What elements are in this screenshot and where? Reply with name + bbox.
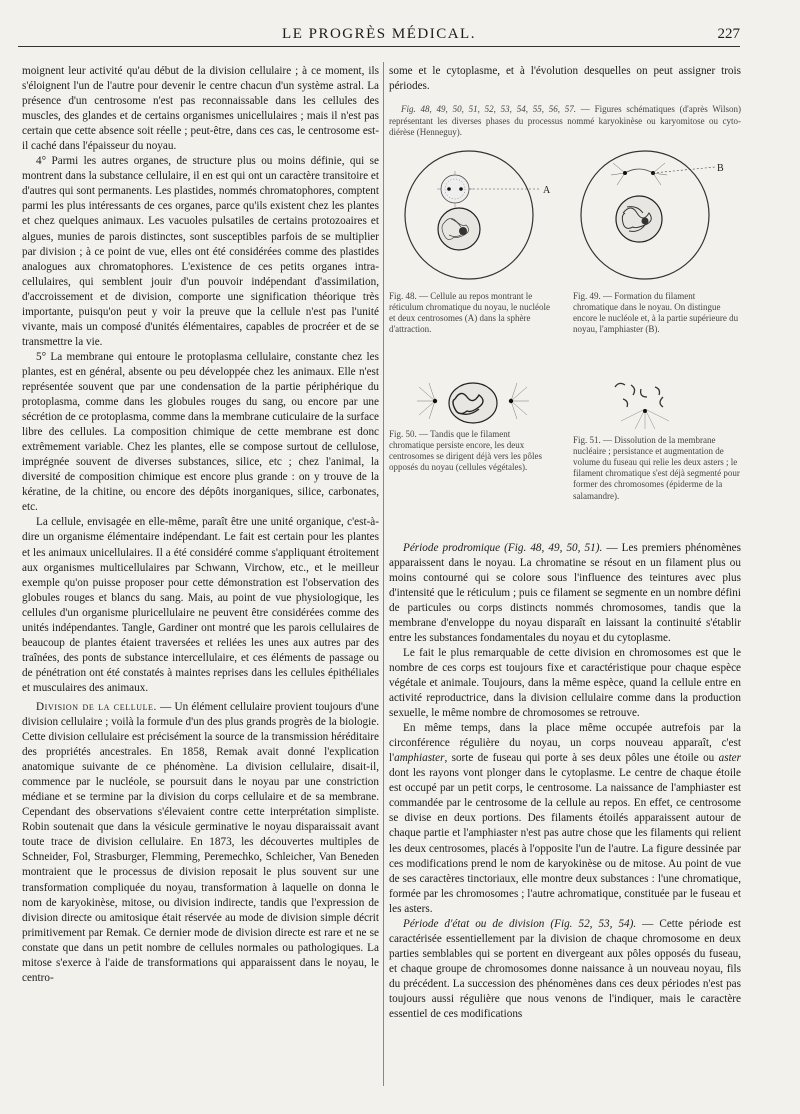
term-aster: aster — [718, 752, 741, 765]
paragraph-text: — Un élément cellulaire provient toujours d'une division cellulaire ; voilà la formule d'un des plus grands progrès de la biologie. Cette division cellulaire est précisément la source de la transmission héréditaire des propriétés ancestrales. En 1858, Remak avait donné l'explication anatomique suivante de ce phénomène. La division cellulaire, disait-il, commence par le nucléole, se poursuit dans le noyau par une constriction médiane et se termine par la division du corps cellulaire et de sa membrane. Cependant des observations s'élevaient contre cette interprétation simpliste. Robin soutenait que dans la vésicule germinative le noyau disparaissait avant toute trace de division cellulaire. En 1873, les découvertes multiples de Schneider, Fol, Strasburger, Flemming, Peremechko, Schleicher, Van Beneden montraient que le processus de division reposait le plus souvent sur une transformation compliquée du noyau, transformation à laquelle on donna le nom de karyokinèse, mitose, ou division indirecte, tandis que l'expression de division directe ou amitosique était réservée au mode de division simple décrit primitivement par Remak. Ce dernier mode de division directe est rare et ne se constate que dans un petit nombre de cellules normales ou pathologiques. La mitose s'exerce à l'aide de transformations qui apparaissent dans le noyau, le centro- — [22, 700, 379, 984]
figure-intro — [389, 104, 741, 139]
paragraph: Le fait le plus remarquable de cette division en chromosomes est que le nombre de ces corps est toujours fixe et caractéristique pour chaque espèce végétale et animale. Toujours, dans la même espèce, quand la cellule entre en activité reproductrice, dans la division cellulaire comme dans la production sexuelle, le même nombre de chromosomes se retrouve. — [389, 646, 741, 720]
paragraph-text: En même temps, dans la place même occupée autrefois par la circonférence régulière du noyau, un corps nouveau apparaît, c'est l' — [389, 722, 741, 765]
paragraph-prodromique — [389, 541, 741, 646]
figure-captions-48-49 — [389, 291, 741, 373]
page-number: 227 — [717, 26, 740, 42]
figure-48-label: A — [543, 184, 551, 196]
figure-51-caption: Fig. 51. — Dissolution de la membrane nucléaire ; persistance et augmentation de volume du fuseau qui relie les deux asters ; le filament chromatique s'est déjà segmenté pour former des chromosomes (épiderme de la salamandre). — [573, 434, 740, 501]
section-heading: Période d'état ou de division (Fig. 52, 53, 54). — [403, 917, 637, 930]
figure-intro-text: — Figures schématiques (d'après Wilson) représentant les diverses phases du processus nommé karyokinèse ou karyomitose ou cyto-diérèse (Henneguy). — [389, 104, 741, 138]
section-heading: Période prodromique (Fig. 48, 49, 50, 51). — [403, 541, 603, 554]
figure-49 — [565, 143, 741, 291]
paragraph-division — [22, 700, 379, 986]
journal-title: LE PROGRÈS MÉDICAL. — [282, 26, 476, 42]
figure-49-caption: Fig. 49. — Formation du filament chromatique dans le noyau. On distingue encore le nucléole et, à la partie supérieure du noyau, l'amphiaster (B). — [573, 290, 739, 335]
paragraph-etat — [389, 917, 741, 1022]
figure-50-caption: Fig. 50. — Tandis que le filament chromatique persiste encore, les deux centrosomes se dirigent déjà vers les pôles opposés du noyau (cellules végétales). — [389, 428, 542, 473]
figure-49-label: B — [717, 162, 724, 174]
figure-48-caption: Fig. 48. — Cellule au repos montrant le réticulum chromatique du noyau, le nucléole et deux centrosomes (A) dans la sphère d'attraction. — [389, 290, 550, 335]
paragraph-text: — Cette période est caractérisée essentiellement par la division de chaque chromosome en deux parties semblables qui se portent en divergeant aux pôles opposés du fuseau, et chaque groupe de chromosomes donne naissance à un nouveau noyau, fils du précédent. La succession des phénomènes dans ces deux périodes n'est pas toujours aussi régulière que nous venons de l'indiquer, mais le caractère essentiel de ces modifications — [389, 917, 741, 1021]
section-heading: Division de la cellule. — [36, 700, 157, 713]
figure-captions-50-51 — [389, 429, 741, 541]
paragraph: moignent leur activité qu'au début de la division cellulaire ; à ce moment, ils s'éloignent l'un de l'autre pour devenir le centre chacun d'un système astral. La présence d'un centrosome n'est pas reconnaissable dans les cellules des muscles, des glandes et de certains organismes unicellulaires ; mais il n'est pas certain que cette absence soit réelle ; peut-être, dans ces cas, le centrosome est-il caché dans l'épaisseur du noyau. — [22, 65, 379, 153]
figure-50 — [389, 373, 565, 429]
paragraph: 5° La membrane qui entoure le protoplasma cellulaire, constante chez les plantes, est en général, absente ou peu développée chez les animaux. Elle n'est représentée souvent que par une condensation de la partie périphérique du protoplasma, comme dans les globules rouges du sang, ou encore par une sécrétion de ce protoplasma, comme dans la membrane cuticulaire de la surface libre des cellules. La composition chimique de cette membrane est donc extrêmement variable. Chez les plantes, elle se compose surtout de cellulose, imprégnée souvent de diverses substances, silice, etc ; chez l'animal, la diversité de composition chimique est encore plus grande : on y trouve de la kératine, de la chitine, ou encore des dépôts inorganiques, silice, carbonates, etc. — [22, 350, 379, 514]
figure-row-50-51 — [389, 373, 741, 429]
figure-48 — [389, 143, 565, 291]
paragraph-text: , sorte de fuseau qui porte à ses deux pôles une étoile ou — [444, 752, 719, 765]
figure-row-48-49 — [389, 143, 741, 291]
paragraph-text: — Les premiers phénomènes apparaissent dans le noyau. La chromatine se résout en un filament plus ou moins contourné qui se colore sous l'influence des teintures avec plus d'intensité que le réticulum ; puis ce filament se segmente en un nombre défini de particules ou corps distincts nommés chromosomes, tandis que la membrane d'enveloppe du noyau disparaît en laissant la continuité s'établir entre les substances fondamentales du noyau et du cytoplasme. — [389, 541, 741, 644]
right-column — [389, 64, 741, 1022]
term-amphiaster: amphiaster — [394, 752, 445, 765]
paragraph: 4° Parmi les autres organes, de structure plus ou moins définie, qui se montrent dans la substance cellulaire, il en est qui ont un caractère transitoire et d'autres qui sont permanents. Les plastides, nommés chromatophores, comptent parmi les plus intéressants de ces organes, parce qu'ils existent chez les plantes et chez quelques animaux. Les vacuoles pulsatiles de certains protozoaires et algues, munies de parois distinctes, sont susceptibles parfois de se multiplier par division ; à ce point de vue, elles ont été considérées comme des plastides analogues aux chromatophores. L'existence de ces petits organes intra-cellulaires, qui semblent jouir d'un pouvoir indépendant d'assimilation, d'accroissement et de division, comporte une signification théorique très importante, puisqu'on peut y voir la preuve que la cellule n'est pas l'unité vivante, mais un composé d'unités élémentaires, capables de procréer et de se transmettre la vie. — [22, 155, 379, 348]
running-header — [18, 26, 740, 47]
column-rule — [383, 62, 384, 1086]
paragraph-text: dont les rayons vont plonger dans le cytoplasme. Le centre de chaque étoile est occupé par un petit corps, le centrosome. La naissance de l'amphiaster est commandée par le centrosome de la cellule au repos. En effet, ce centrosome se divise en deux portions. Des filaments étoilés apparaissent autour de chaque partie et l'amphiaster n'est pas autre chose que les filaments qui relient les deux centrosomes, placés à l'opposite l'un de l'autre. La figure dessinée par ces modifications prend le nom de karyokinèse ou de mitose. Au point de vue de ses caractères tinctoriaux, elle montre deux substances : l'une chromatique, formée par les chromosomes ; l'autre achromatique, constituée par le fuseau et les asters. — [389, 767, 741, 915]
left-column — [22, 64, 379, 986]
figure-51 — [565, 373, 741, 429]
paragraph: some et le cytoplasme, et à l'évolution desquelles on peut assigner trois périodes. — [389, 65, 741, 93]
paragraph: La cellule, envisagée en elle-même, paraît être une unité organique, c'est-à-dire un organisme élémentaire indépendant. Le fait est certain pour les plantes et les animaux unicellulaires. Il a été considéré comme s'appliquant étroitement aux organismes multicellulaires par Schwann, Virchow, etc., et le meilleur exemple qu'on puisse proposer pour cette démonstration est l'observation des globules rouges et blancs du sang. Mais, au point de vue physiologique, les cellules d'un organisme pluricellulaire ne peuvent être considérées comme des unités indépendantes. Tangle, Gardiner ont montré que les parois cellulaires de beaucoup de plantes étaient traversées et reliées les unes aux autres par des traînées, des ponts de substance intercellulaire, et ces éléments de passage ou de pénétration ont été constatés à maintes reprises dans les cellules épithéliales et musculaires des animaux. — [22, 516, 379, 694]
figure-intro-label: Fig. 48, 49, 50, 51, 52, 53, 54, 55, 56, 57. — [401, 104, 577, 115]
paragraph-amphiaster — [389, 721, 741, 917]
